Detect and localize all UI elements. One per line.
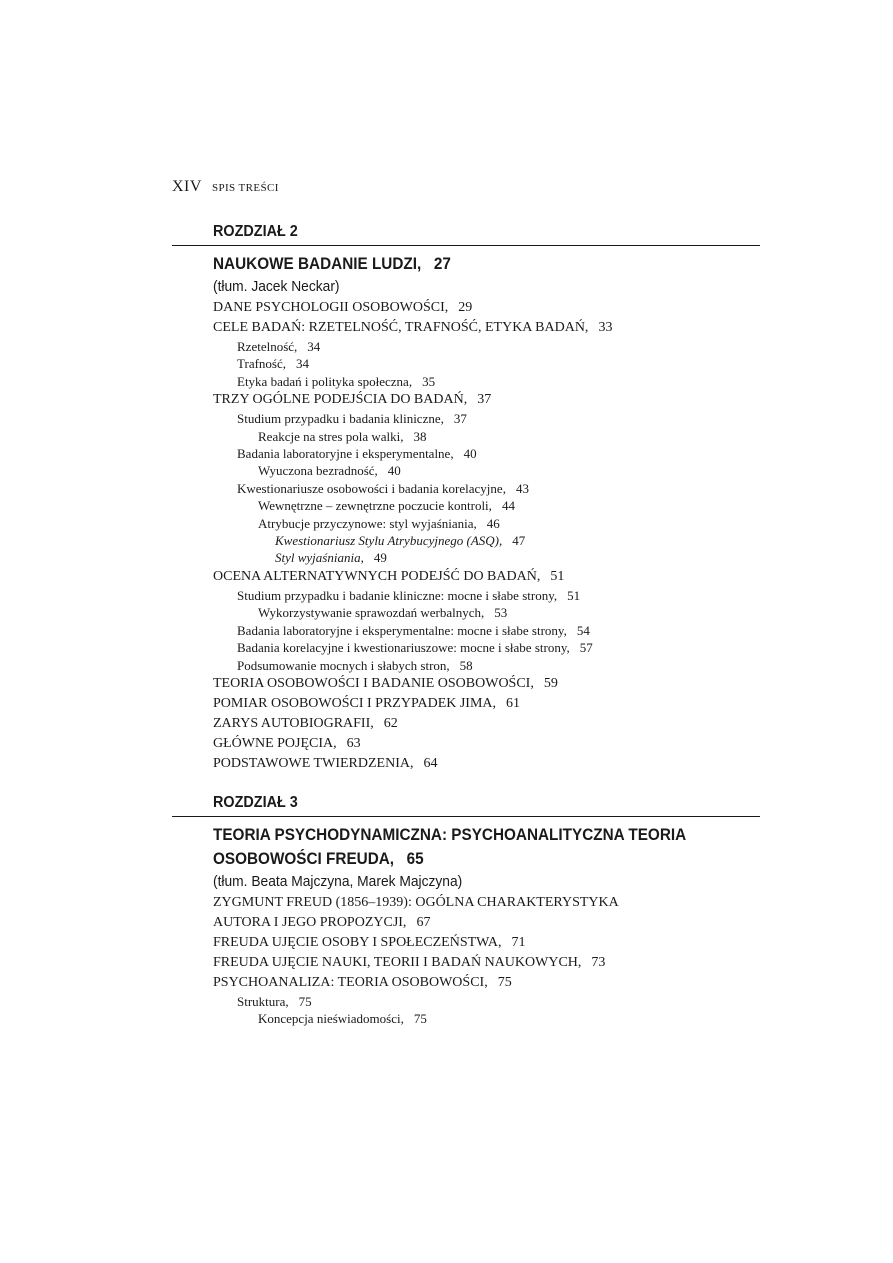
chapter-label: ROZDZIAŁ 2 [213,223,298,240]
toc-entry: GŁÓWNE POJĘCIA, 63 [213,735,361,751]
chapter-2-section [172,222,760,774]
toc-entry: AUTORA I JEGO PROPOZYCJI, 67 [213,915,431,930]
running-head [172,178,279,196]
toc-entry: TRZY OGÓLNE PODEJŚCIA DO BADAŃ, 37 [213,392,492,408]
toc-entry: Kwestionariusz Stylu Atrybucyjnego (ASQ), 47 [275,533,526,549]
chapter-translator: (tłum. Jacek Neckar) [213,278,340,295]
toc-entry: TEORIA OSOBOWOŚCI I BADANIE OSOBOWOŚCI, 59 [213,675,558,691]
chapter-title [213,848,705,870]
toc-entry: POMIAR OSOBOWOŚCI I PRZYPADEK JIMA, 61 [213,695,521,711]
toc-entry: Badania korelacyjne i kwestionariuszowe: mocne i słabe strony, 57 [237,640,593,656]
toc-entry: Etyka badań i polityka społeczna, 35 [237,373,436,389]
chapter-translator: (tłum. Beata Majczyna, Marek Majczyna) [213,873,463,890]
toc-entry: Badania laboratoryjne i eksperymentalne: mocne i słabe strony, 54 [237,622,590,638]
page-number: XIV [172,178,202,195]
toc-entry: Podsumowanie mocnych i słabych stron, 58 [237,657,473,673]
chapter-title-text: TEORIA PSYCHODYNAMICZNA: PSYCHOANALITYCZNA TEORIA [213,825,687,844]
chapter-title [213,253,705,275]
toc-entry: Struktura, 75 [237,994,312,1009]
toc-entry: FREUDA UJĘCIE OSOBY I SPOŁECZEŃSTWA, 71 [213,935,526,950]
running-head-title: SPIS TREŚCI [211,182,279,194]
chapter-title-page: 27 [433,254,451,273]
toc-entry: Styl wyjaśniania, 49 [275,550,387,566]
toc-entries [172,893,760,1028]
toc-entry: Kwestionariusze osobowości i badania korelacyjne, 43 [237,480,529,496]
chapter-title-text: OSOBOWOŚCI FREUDA, [213,849,395,868]
toc-entry: Badania laboratoryjne i eksperymentalne, 40 [237,446,477,462]
toc-entry: CELE BADAŃ: RZETELNOŚĆ, TRAFNOŚĆ, ETYKA BADAŃ, 33 [213,320,613,335]
chapter-title [213,824,705,846]
toc-entry: Trafność, 34 [237,356,309,372]
toc-entry: Studium przypadku i badania kliniczne, 37 [237,411,467,427]
chapter-divider [172,245,760,246]
toc-entry: PSYCHOANALIZA: TEORIA OSOBOWOŚCI, 75 [213,975,512,990]
toc-entry: DANE PSYCHOLOGII OSOBOWOŚCI, 29 [213,300,473,315]
toc-entry: PODSTAWOWE TWIERDZENIA, 64 [213,755,438,771]
chapter-divider [172,816,760,817]
toc-entry: ZYGMUNT FREUD (1856–1939): OGÓLNA CHARAKTERYSTYKA [213,895,619,910]
toc-entry: ZARYS AUTOBIOGRAFII, 62 [213,715,398,731]
chapter-3-section [172,793,760,1028]
toc-entry: Wykorzystywanie sprawozdań werbalnych, 53 [258,605,508,621]
toc-entry: Wyuczona bezradność, 40 [258,463,401,479]
toc-entry: FREUDA UJĘCIE NAUKI, TEORII I BADAŃ NAUKOWYCH, 73 [213,955,606,970]
toc-entry: Koncepcja nieświadomości, 75 [258,1011,427,1027]
toc-entry: OCENA ALTERNATYWNYCH PODEJŚĆ DO BADAŃ, 51 [213,568,565,584]
toc-entry: Rzetelność, 34 [237,339,321,354]
chapter-title-text: NAUKOWE BADANIE LUDZI, [213,254,422,273]
toc-entry: Wewnętrzne – zewnętrzne poczucie kontroli, 44 [258,498,515,514]
chapter-title-page: 65 [406,849,424,868]
toc-entry: Studium przypadku i badanie kliniczne: mocne i słabe strony, 51 [237,587,581,603]
toc-entry: Atrybucje przyczynowe: styl wyjaśniania, 46 [258,515,500,531]
chapter-label: ROZDZIAŁ 3 [213,794,298,811]
toc-entries [172,298,760,774]
toc-entry: Reakcje na stres pola walki, 38 [258,428,427,444]
